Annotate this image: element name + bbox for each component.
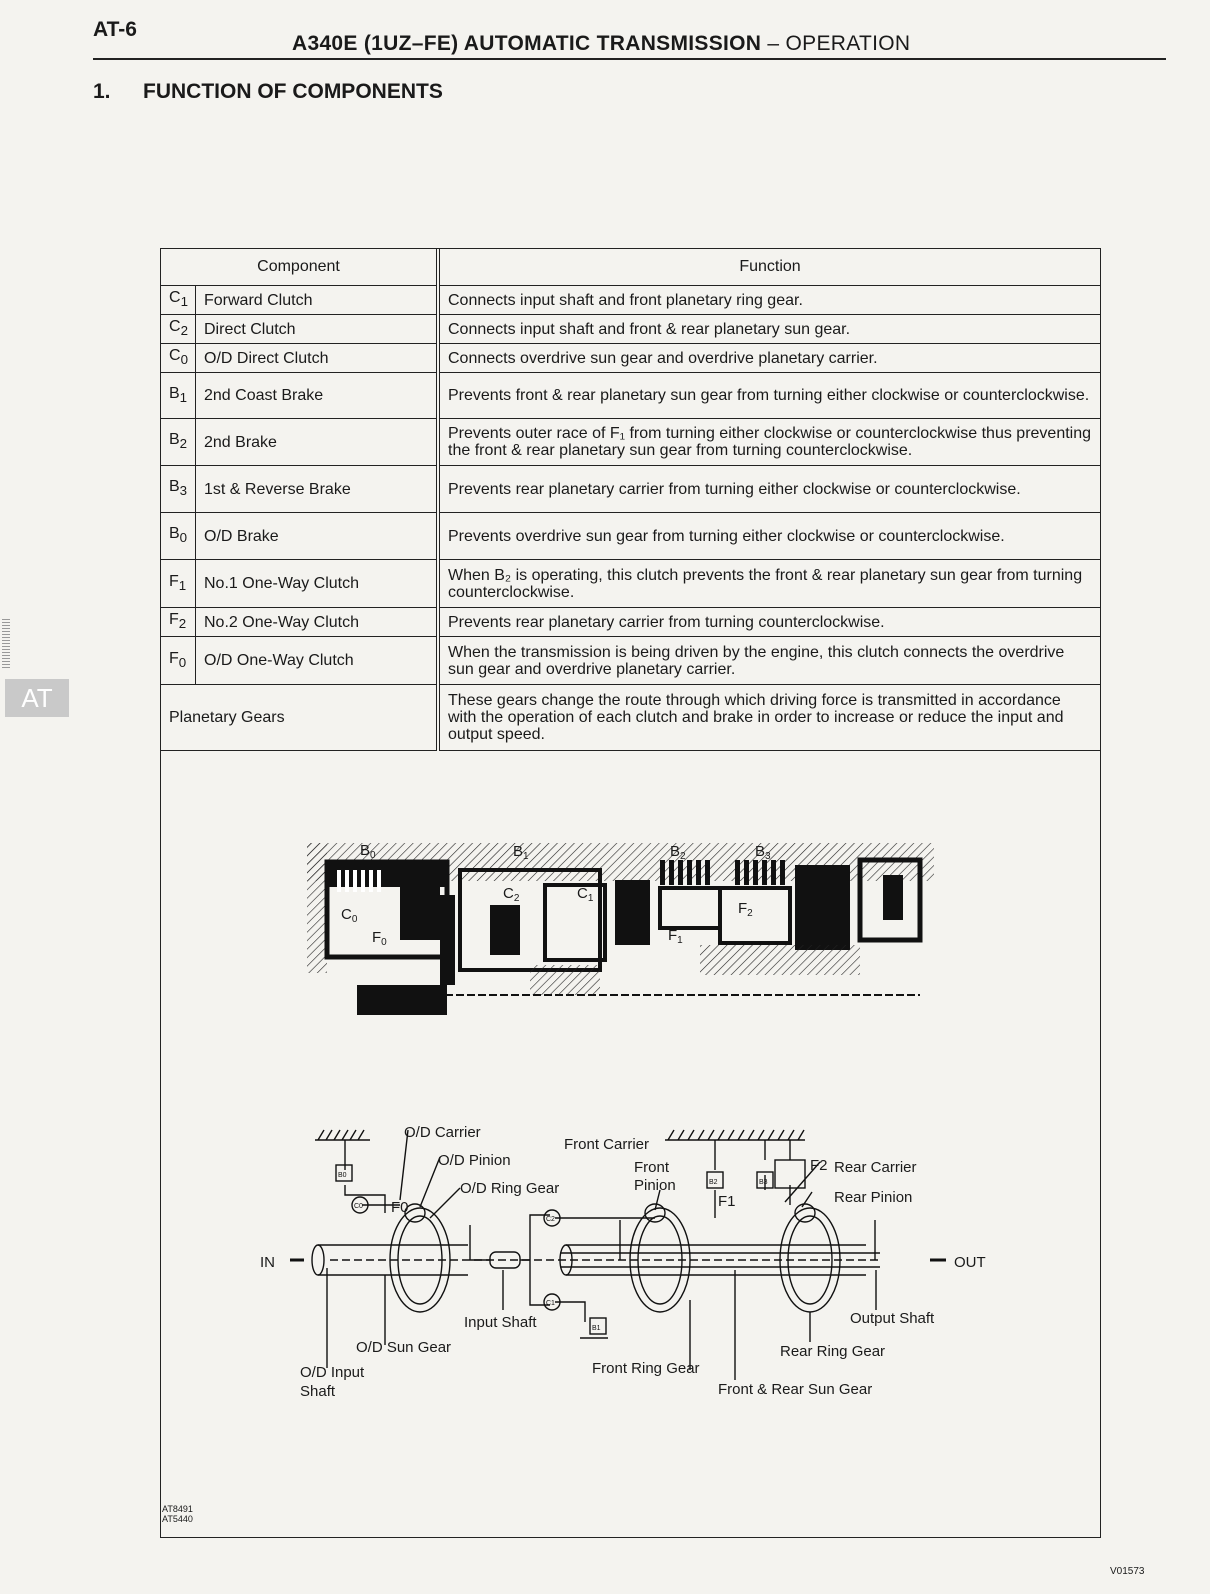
box-label-c1: C1 (546, 1300, 555, 1307)
component-code: $B_1$ (161, 373, 196, 419)
od-hub (357, 985, 447, 1015)
component-function: Prevents rear planetary carrier from turning counterclockwise. (438, 608, 1101, 637)
component-code: $B_2$ (161, 419, 196, 466)
cutaway-label-b0: $B_0$ (360, 842, 376, 861)
component-code: $F_2$ (161, 608, 196, 637)
shaft-hatch-rear (700, 945, 860, 975)
header-component: Component (161, 249, 439, 286)
box-label-c2: C2 (546, 1216, 555, 1223)
od-carrier-output (470, 1225, 490, 1260)
cutaway-label-c2: $C_2$ (503, 885, 520, 904)
label-front-pinion-1: Front (634, 1159, 670, 1176)
catalog-number: AT5440 (162, 1514, 193, 1524)
label-f0: F0 (391, 1199, 409, 1216)
label-output-shaft: Output Shaft (850, 1310, 935, 1327)
label-od-sun-gear: O/D Sun Gear (356, 1339, 452, 1356)
component-code: $C_2$ (161, 315, 196, 344)
od-piston (400, 870, 440, 940)
label-out: OUT (954, 1254, 986, 1271)
component-function: Connects overdrive sun gear and overdrive planetary carrier. (438, 344, 1101, 373)
component-name: 2nd Brake (196, 419, 439, 466)
header-function: Function (438, 249, 1101, 286)
ground-od-hatch (318, 1130, 364, 1140)
label-front-rear-sun-gear: Front & Rear Sun Gear (718, 1381, 873, 1398)
label-od-input-1: O/D Input (300, 1364, 365, 1381)
od-wall (440, 895, 455, 985)
c2-piston (490, 905, 520, 955)
f2-race (720, 888, 790, 943)
page-code: AT-6 (93, 18, 137, 41)
component-name: No.1 One-Way Clutch (196, 560, 439, 608)
label-f2: F2 (810, 1157, 828, 1174)
label-f1: F1 (718, 1193, 736, 1210)
component-function: Prevents rear planetary carrier from turning either clockwise or counterclockwise. (438, 466, 1101, 513)
header-title-suffix: – OPERATION (767, 32, 911, 55)
component-name: Forward Clutch (196, 286, 439, 315)
carrier-links (620, 1220, 875, 1260)
ground-main-hatch (668, 1130, 804, 1140)
component-code: $C_1$ (161, 286, 196, 315)
component-name: 2nd Coast Brake (196, 373, 439, 419)
component-function: When the transmission is being driven by the engine, this clutch connects the overdrive sun gear and overdrive planetary carrier. (438, 637, 1101, 685)
cutaway-label-f1: $F_1$ (668, 927, 683, 946)
box-label-c0: C0 (354, 1203, 363, 1210)
side-tab-at: AT (5, 679, 69, 717)
c1-drum (545, 885, 605, 960)
cutaway-label-c0: $C_0$ (341, 906, 358, 925)
shaft-hatch (530, 965, 600, 995)
component-function: When B₂ is operating, this clutch prevents the front & rear planetary sun gear from turning counterclockwise. (438, 560, 1101, 608)
component-function: Connects input shaft and front & rear planetary sun gear. (438, 315, 1101, 344)
label-od-ring-gear: O/D Ring Gear (460, 1180, 560, 1197)
label-input-shaft: Input Shaft (464, 1314, 537, 1331)
section-number: 1. (93, 80, 111, 103)
box-label-b2: B2 (709, 1179, 718, 1186)
case-hatch-left (307, 843, 327, 973)
cutaway-label-f0: $F_0$ (372, 929, 387, 948)
label-front-pinion-2: Pinion (634, 1177, 676, 1194)
box-label-b1: B1 (592, 1325, 601, 1332)
label-front-carrier: Front Carrier (564, 1136, 650, 1153)
catalog-numbers (162, 1504, 193, 1524)
cutaway-label-b2: $B_2$ (670, 843, 686, 862)
component-name: 1st & Reverse Brake (196, 466, 439, 513)
label-rear-carrier: Rear Carrier (834, 1159, 917, 1176)
component-name: No.2 One-Way Clutch (196, 608, 439, 637)
box-label-b3: B3 (759, 1179, 768, 1186)
component-code: $B_3$ (161, 466, 196, 513)
cutaway-label-b1: $B_1$ (513, 843, 529, 862)
component-function: Prevents outer race of F₁ from turning either clockwise or counterclockwise thus preventing the front & rear planetary sun gear from turning counterclockwise. (438, 419, 1101, 466)
label-rear-pinion: Rear Pinion (834, 1189, 913, 1206)
section-title-text: FUNCTION OF COMPONENTS (143, 80, 443, 103)
component-code: $C_0$ (161, 344, 196, 373)
component-code: $B_0$ (161, 513, 196, 560)
header-title-text: A340E (1UZ–FE) AUTOMATIC TRANSMISSION (292, 32, 762, 55)
component-code: $F_0$ (161, 637, 196, 685)
component-function: Connects input shaft and front planetary ring gear. (438, 286, 1101, 315)
catalog-number: AT8491 (162, 1504, 193, 1514)
cutaway-label-f2: $F_2$ (738, 900, 753, 919)
component-name: Direct Clutch (196, 315, 439, 344)
component-name: O/D Direct Clutch (196, 344, 439, 373)
component-function: Prevents front & rear planetary sun gear from turning either clockwise or counterclockwise. (438, 373, 1101, 419)
od-input-shaft-end (312, 1245, 324, 1275)
cutaway-label-b3: $B_3$ (755, 843, 771, 862)
component-name: O/D One-Way Clutch (196, 637, 439, 685)
component-function: Prevents overdrive sun gear from turning either clockwise or counterclockwise. (438, 513, 1101, 560)
label-od-carrier: O/D Carrier (404, 1124, 481, 1141)
label-in: IN (260, 1254, 275, 1271)
label-od-input-2: Shaft (300, 1383, 336, 1400)
component-name: O/D Brake (196, 513, 439, 560)
b1-piston (615, 880, 650, 945)
cutaway-label-c1: $C_1$ (577, 885, 594, 904)
label-front-ring-gear: Front Ring Gear (592, 1360, 700, 1377)
footer-id: V01573 (1110, 1566, 1145, 1577)
b3-piston (795, 865, 850, 950)
rear-seal (883, 875, 903, 920)
component-name: Planetary Gears (161, 685, 439, 751)
b0-link (345, 1140, 385, 1213)
schematic-labels (260, 1124, 986, 1400)
label-od-pinion: O/D Pinion (438, 1152, 511, 1169)
component-code: $F_1$ (161, 560, 196, 608)
label-rear-ring-gear: Rear Ring Gear (780, 1343, 886, 1360)
box-label-b0: B0 (338, 1172, 347, 1179)
component-function: These gears change the route through which driving force is transmitted in accordance with the operation of each clutch and brake in order to increase or reduce the input and output speed. (438, 685, 1101, 751)
cutaway-diagram (307, 842, 934, 1015)
f1-race (660, 888, 720, 928)
